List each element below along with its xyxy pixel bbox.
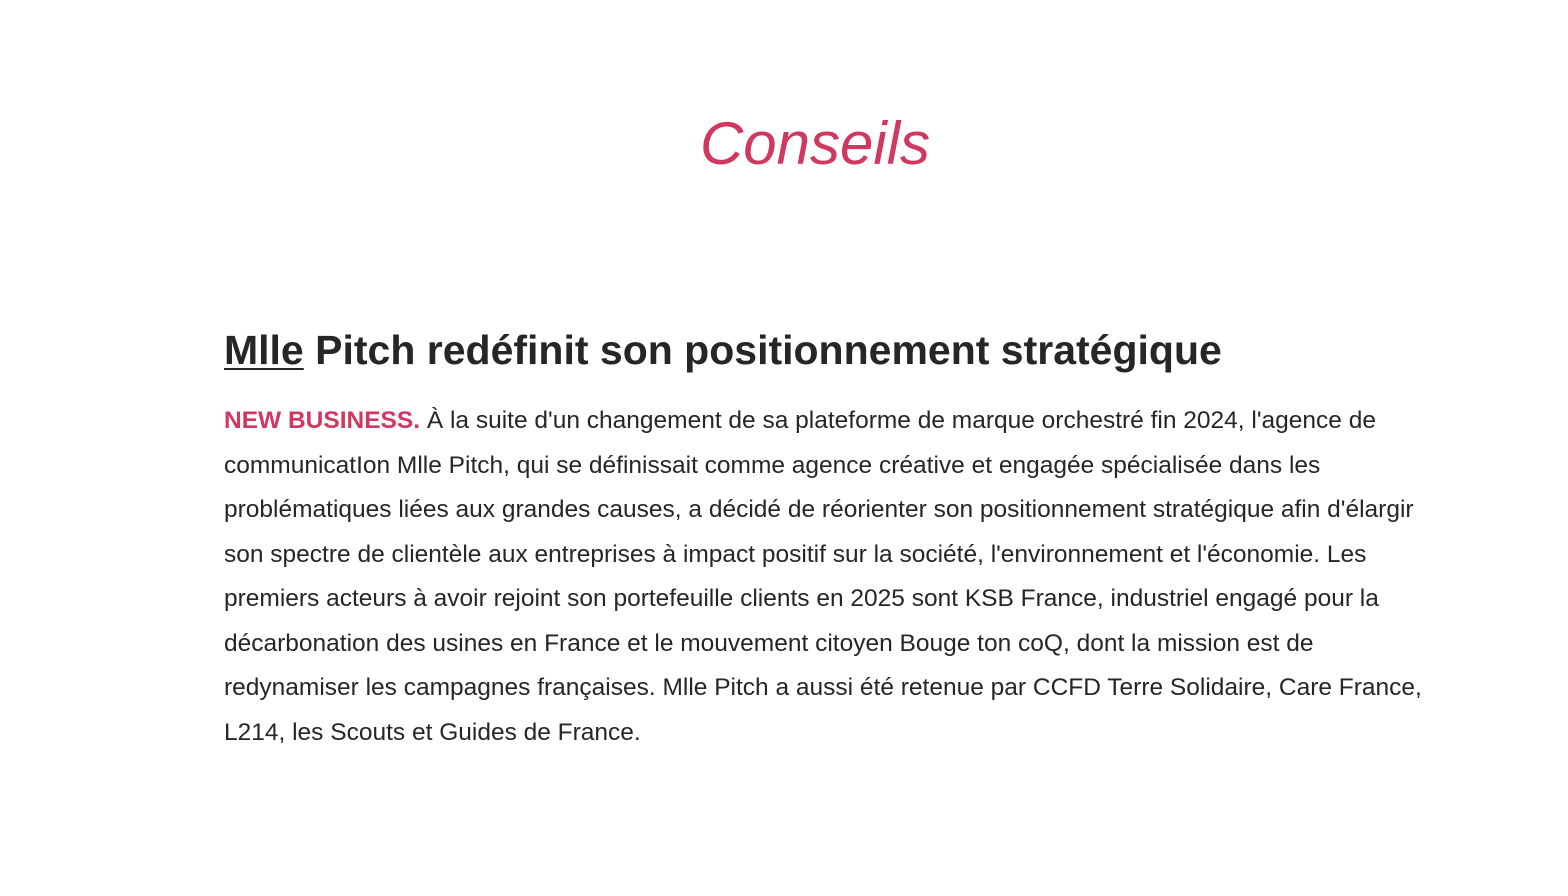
article-kicker: NEW BUSINESS. xyxy=(224,407,421,434)
headline-link[interactable]: Mlle xyxy=(224,327,304,373)
article-body-text: À la suite d'un changement de sa plateforme de marque orchestré fin 2024, l'agence de communicatIon Mlle Pitch, qui se définissait comme agence créative et engagée spécialisée dans les problématiques liées aux grandes causes, a décidé de réorienter son positionnement stratégique afin d'élargir son spectre de clientèle aux entreprises à impact positif sur la société, l'environnement et l'économie. Les premiers acteurs à avoir rejoint son portefeuille clients en 2025 sont KSB France, industriel engagé pour la décarbonation des usines en France et le mouvement citoyen Bouge ton coQ, dont la mission est de redynamiser les campagnes françaises. Mlle Pitch a aussi été retenue par CCFD Terre Solidaire, Care France, L214, les Scouts et Guides de France. xyxy=(224,407,1422,746)
article-headline xyxy=(224,322,1439,378)
section-title: Conseils xyxy=(699,110,931,177)
article xyxy=(224,322,1439,755)
headline-text: Pitch redéfinit son positionnement stratégique xyxy=(303,327,1222,373)
article-body xyxy=(224,399,1439,755)
